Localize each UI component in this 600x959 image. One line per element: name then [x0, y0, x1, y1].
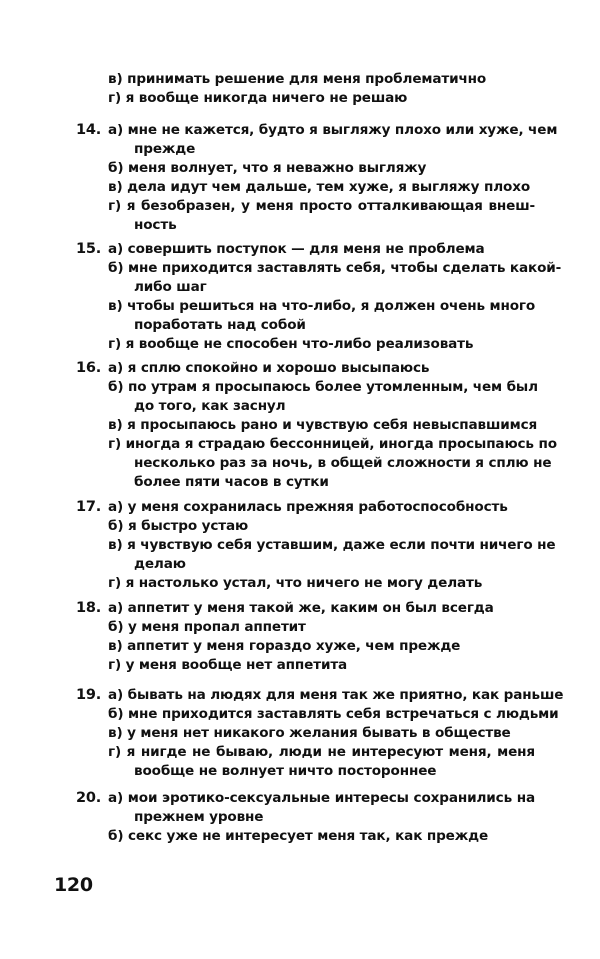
- answer-g: г) я настолько устал, что ничего не могу делать: [108, 575, 483, 591]
- answer-g-continuation: более пяти часов в сутки: [134, 474, 329, 490]
- answer-v: в) чтобы решиться на что-либо, я должен очень много: [108, 298, 536, 314]
- answer-v: в) дела идут чем дальше, тем хуже, я выгляжу плохо: [108, 179, 531, 195]
- answer-a: а) у меня сохранилась прежняя работоспособность: [108, 499, 508, 515]
- answer-g: г) я нигде не бываю, люди не интересуют меня, меня: [108, 744, 535, 760]
- answer-b: б) мне приходится заставлять себя встречаться с людьми: [108, 706, 559, 722]
- answer-g: г) я вообще не способен что-либо реализовать: [108, 336, 474, 352]
- answer-g-continuation: ность: [134, 217, 177, 233]
- answer-b: б) по утрам я просыпаюсь более утомленным, чем был: [108, 379, 538, 395]
- answer-a: а) совершить поступок — для меня не проблема: [108, 241, 485, 257]
- answer-b: б) у меня пропал аппетит: [108, 619, 306, 635]
- question-number: 19.: [76, 687, 102, 703]
- answer-g: г) я безобразен, у меня просто отталкивающая внеш-: [108, 198, 535, 214]
- answer-b-continuation: до того, как заснул: [134, 398, 286, 414]
- question-number: 20.: [76, 790, 102, 806]
- answer-a-continuation: прежде: [134, 141, 196, 157]
- answer-b: б) мне приходится заставлять себя, чтобы сделать какой-: [108, 260, 562, 276]
- question-number: 16.: [76, 360, 102, 376]
- answer-b: б) я быстро устаю: [108, 518, 249, 534]
- answer-a: а) бывать на людях для меня так же приятно, как раньше: [108, 687, 564, 703]
- answer-g: г) у меня вообще нет аппетита: [108, 657, 348, 673]
- answer-v-continuation: делаю: [134, 556, 186, 572]
- answer-b-continuation: либо шаг: [134, 279, 207, 295]
- answer-a: а) аппетит у меня такой же, каким он был всегда: [108, 600, 494, 616]
- answer-a-continuation: прежнем уровне: [134, 809, 264, 825]
- answer-b: б) секс уже не интересует меня так, как прежде: [108, 828, 489, 844]
- answer-v: в) я просыпаюсь рано и чувствую себя невыспавшимся: [108, 417, 538, 433]
- question-number: 18.: [76, 600, 102, 616]
- answer-g-continuation: несколько раз за ночь, в общей сложности я сплю не: [134, 455, 552, 471]
- answer-v-continuation: поработать над собой: [134, 317, 306, 333]
- answer-g: г) я вообще никогда ничего не решаю: [108, 90, 408, 106]
- answer-a: а) мои эротико-сексуальные интересы сохранились на: [108, 790, 535, 806]
- answer-a: а) мне не кажется, будто я выгляжу плохо или хуже, чем: [108, 122, 558, 138]
- answer-v: в) принимать решение для меня проблематично: [108, 71, 487, 87]
- answer-g: г) иногда я страдаю бессонницей, иногда просыпаюсь по: [108, 436, 557, 452]
- page-number: 120: [54, 874, 93, 896]
- answer-v: в) аппетит у меня гораздо хуже, чем прежде: [108, 638, 461, 654]
- answer-g-continuation: вообще не волнует ничто постороннее: [134, 763, 437, 779]
- question-number: 14.: [76, 122, 102, 138]
- answer-v: в) у меня нет никакого желания бывать в обществе: [108, 725, 511, 741]
- question-number: 15.: [76, 241, 102, 257]
- question-number: 17.: [76, 499, 102, 515]
- answer-a: а) я сплю спокойно и хорошо высыпаюсь: [108, 360, 430, 376]
- answer-b: б) меня волнует, что я неважно выгляжу: [108, 160, 427, 176]
- answer-v: в) я чувствую себя уставшим, даже если почти ничего не: [108, 537, 556, 553]
